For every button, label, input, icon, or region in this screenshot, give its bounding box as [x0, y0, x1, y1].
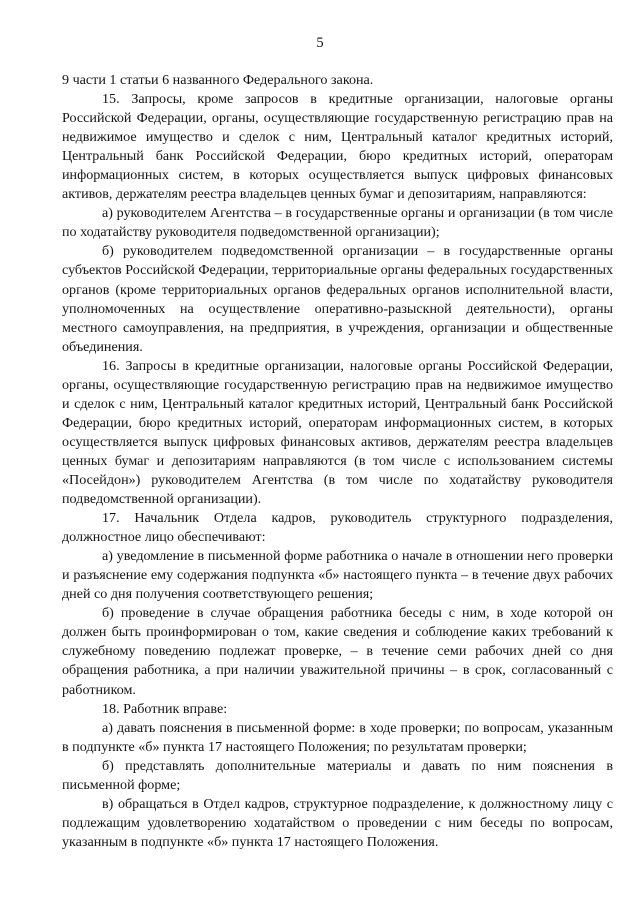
paragraph-17-b: б) проведение в случае обращения работника беседы с ним, в ходе которой он должен быть проинформирован о том, какие сведения и соблюдение каких требований к служебному поведению подлежат проверке, – в течение семи рабочих дней со дня обращения работника, а при наличии уважительной причины – в срок, согласованный с работником. [62, 605, 613, 698]
paragraph-continuation: 9 части 1 статьи 6 названного Федерального закона. [62, 72, 374, 88]
paragraph-15-a: а) руководителем Агентства – в государственные органы и организации (в том числе по ходатайству руководителя подведомственной организации); [62, 205, 613, 241]
page-number: 5 [316, 35, 324, 51]
paragraph-16: 16. Запросы в кредитные организации, налоговые органы Российской Федерации, органы, осуществляющие государственную регистрацию прав на недвижимое имущество и сделок с ним, Центральный каталог кредитных историй, Центральный банк Российской Федерации, бюро кредитных историй, операторам информационных систем, в которых осуществляется выпуск цифровых финансовых активов, держателям реестра владельцев ценных бумаг и депозитариям направляются (в том числе с использованием системы «Посейдон») руководителем Агентства (в том числе по ходатайству руководителя подведомственной организации). [62, 357, 613, 508]
document-body [62, 71, 613, 852]
paragraph-18-a: а) давать пояснения в письменной форме: в ходе проверки; по вопросам, указанным в подпункте «б» пункта 17 настоящего Положения; по результатам проверки; [62, 719, 613, 755]
paragraph-15: 15. Запросы, кроме запросов в кредитные организации, налоговые органы Российской Федерации, органы, осуществляющие государственную регистрацию прав на недвижимое имущество и сделок с ним, Центральный каталог кредитных историй, Центральный банк Российской Федерации, бюро кредитных историй, операторам информационных систем, в которых осуществляется выпуск цифровых финансовых активов, держателям реестра владельцев ценных бумаг и депозитариям, направляются: [62, 91, 613, 203]
paragraph-18: 18. Работник вправе: [102, 700, 228, 717]
paragraph-15-b: б) руководителем подведомственной организации – в государственные органы субъектов Российской Федерации, территориальные органы федеральных государственных органов (кроме территориальных органов федеральных органов исполнительной власти, уполномоченных на осуществление оперативно-разыскной деятельности), органы местного самоуправления, на предприятия, в учреждения, организации и общественные объединения. [62, 243, 613, 355]
paragraph-18-b: б) представлять дополнительные материалы и давать по ним пояснения в письменной форме; [62, 757, 613, 793]
paragraph-17-a: а) уведомление в письменной форме работника о начале в отношении него проверки и разъяснение ему содержания подпункта «б» настоящего пункта – в течение двух рабочих дней со дня получения соответствующего решения; [62, 548, 613, 603]
paragraph-18-v: в) обращаться в Отдел кадров, структурное подразделение, к должностному лицу с подлежащим удовлетворению ходатайством о проведении с ним беседы по вопросам, указанным в подпункте «б» пункта 17 настоящего Положения. [62, 795, 613, 850]
paragraph-17: 17. Начальник Отдела кадров, руководитель структурного подразделения, должностное лицо обеспечивают: [62, 510, 613, 546]
